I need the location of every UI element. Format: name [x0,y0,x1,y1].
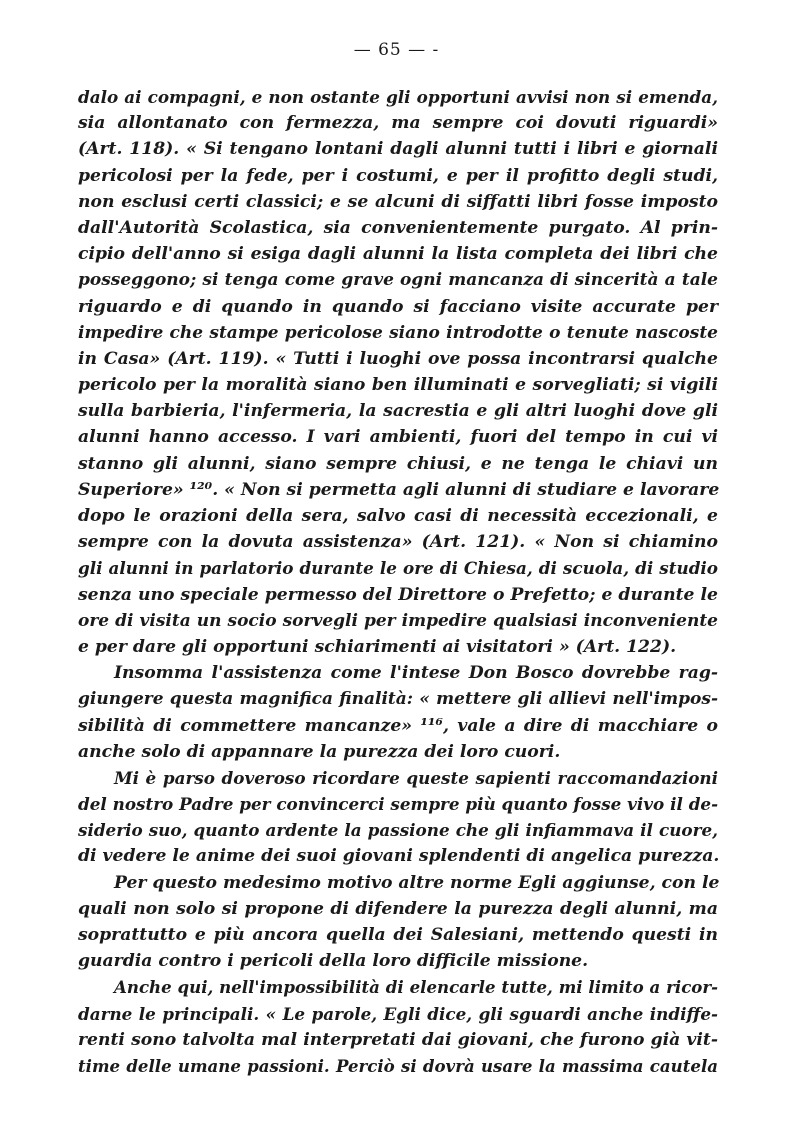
text-line: sulla barbieria, l'infermeria, la sacrestia e gli altri luoghi dove gli [78,401,718,422]
text-line: time delle umane passioni. Perciò si dovrà usare la massima cautela [78,1055,718,1076]
text-line: giungere questa magnifica finalità: « mettere gli allievi nell'impos- [78,689,718,710]
text-line: dopo le orazioni della sera, salvo casi di necessità eccezionali, e [78,506,718,526]
text-line: posseggono; si tenga come grave ogni mancanza di sincerità a tale [78,270,718,291]
text-line: gli alunni in parlatorio durante le ore di Chiesa, di scuola, di studio [78,558,718,579]
page-number: — 65 — - [353,40,440,60]
text-line: del nostro Padre per convincerci sempre più quanto fosse vivo il de- [78,794,719,815]
text-line: senza uno speciale permesso del Direttore o Prefetto; e durante le [78,584,718,605]
text-line: Per questo medesimo motivo altre norme Egli aggiunse, con le [114,872,720,893]
text-line: di vedere le anime dei suoi giovani splendenti di angelica purezza. [78,846,720,867]
text-line: ore di visita un socio sorvegli per impedire qualsiasi inconveniente [78,610,718,631]
text-line: Superiore» ¹²⁰. « Non si permetta agli alunni di studiare e lavorare [78,479,720,500]
text-line: siderio suo, quanto ardente la passione che gli infiammava il cuore, [78,820,718,841]
text-line: sibilità di commettere mancanze» ¹¹⁶, vale a dire di macchiare o [78,715,718,736]
text-line: e per dare gli opportuni schiarimenti ai visitatori » (Art. 122). [78,636,677,657]
text-line: cipio dell'anno si esiga dagli alunni la lista completa dei libri che [78,244,718,265]
text-line: alunni hanno accesso. I vari ambienti, fuori del tempo in cui vi [78,427,718,448]
text-line: non esclusi certi classici; e se alcuni di siffatti libri fosse imposto [78,191,718,212]
text-line: darne le principali. « Le parole, Egli dice, gli sguardi anche indiffe- [78,1003,718,1024]
text-line: pericolosi per la fede, per i costumi, e per il profitto degli studi, [78,165,718,186]
text-line: anche solo di appannare la purezza dei loro cuori. [78,741,561,762]
text-line: dall'Autorità Scolastica, sia convenientemente purgato. Al prin- [78,217,718,238]
text-line: quali non solo si propone di difendere la purezza degli alunni, ma [78,898,718,919]
text-line: Mi è parso doveroso ricordare queste sapienti raccomandazioni [114,767,718,788]
text-line: Anche qui, nell'impossibilità di elencarle tutte, mi limito a ricor- [114,977,718,998]
text-line: guardia contro i pericoli della loro difficile missione. [78,951,589,972]
text-line: sempre con la dovuta assistenza» (Art. 121). « Non si chiamino [78,532,718,553]
text-line: riguardo e di quando in quando si facciano visite accurate per [78,296,718,317]
text-line: stanno gli alunni, siano sempre chiusi, e ne tenga le chiavi un [78,453,718,474]
text-line: in Casa» (Art. 119). « Tutti i luoghi ove possa incontrarsi qualche [78,348,718,369]
text-line: dalo ai compagni, e non ostante gli opportuni avvisi non si emenda, [78,87,718,107]
text-line: Insomma l'assistenza come l'intese Don Bosco dovrebbe rag- [114,663,718,684]
text-line: sia allontanato con fermezza, ma sempre coi dovuti riguardi» [78,113,718,134]
text-line: (Art. 118). « Si tengano lontani dagli alunni tutti i libri e giornali [78,139,718,160]
text-line: pericolo per la moralità siano ben illuminati e sorvegliati; si vigili [78,375,718,396]
text-line: soprattutto e più ancora quella dei Salesiani, mettendo questi in [78,925,718,945]
body-text [78,84,718,1079]
text-line: renti sono talvolta mal interpretati dai giovani, che furono già vit- [78,1029,718,1050]
text-line: impedire che stampe pericolose siano introdotte o tenute nascoste [78,322,718,343]
